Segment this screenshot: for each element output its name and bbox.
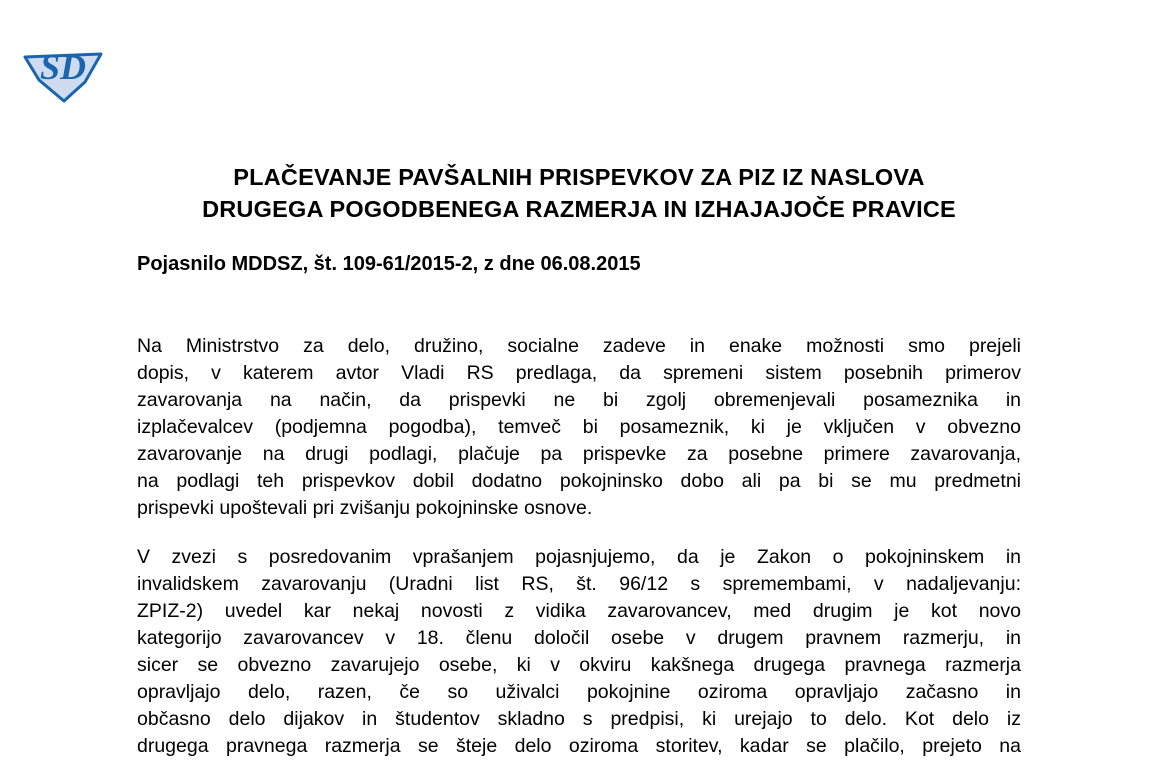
paragraph-line: dopis, v katerem avtor Vladi RS predlaga, da spremeni sistem posebnih primerov bbox=[137, 362, 1021, 384]
paragraph-line: kategorijo zavarovancev v 18. členu določil osebe v drugem pravnem razmerju, in bbox=[137, 627, 1021, 649]
paragraph-explanation bbox=[137, 544, 1021, 760]
paragraph-line: Na Ministrstvo za delo, družino, socialne zadeve in enake možnosti smo prejeli bbox=[137, 335, 1021, 357]
paragraph-line: invalidskem zavarovanju (Uradni list RS, št. 96/12 s spremembami, v nadaljevanju: bbox=[137, 573, 1021, 595]
paragraph-line: izplačevalcev (podjemna pogodba), temveč bi posameznik, ki je vključen v obvezno bbox=[137, 416, 1021, 438]
paragraph-line: V zvezi s posredovanim vprašanjem pojasnjujemo, da je Zakon o pokojninskem in bbox=[137, 546, 1021, 568]
paragraph-line: drugega pravnega razmerja se šteje delo oziroma storitev, kadar se plačilo, prejeto na bbox=[137, 735, 1021, 757]
paragraph-line: zavarovanje na drugi podlagi, plačuje pa prispevke za posebne primere zavarovanja, bbox=[137, 443, 1021, 465]
paragraph-line: občasno delo dijakov in študentov skladno s predpisi, ki urejajo to delo. Kot delo iz bbox=[137, 708, 1021, 730]
logo-letters: SD bbox=[39, 47, 87, 87]
paragraph-line: ZPIZ-2) uvedel kar nekaj novosti z vidika zavarovancev, med drugim je kot novo bbox=[137, 600, 1021, 622]
sd-diamond-logo-icon bbox=[22, 46, 104, 104]
paragraph-line: sicer se obvezno zavarujejo osebe, ki v okviru kakšnega drugega pravnega razmerja bbox=[137, 654, 1021, 676]
document-reference-line: Pojasnilo MDDSZ, št. 109-61/2015-2, z dne 06.08.2015 bbox=[137, 253, 641, 275]
paragraph-line: prispevki upoštevali pri zvišanju pokojninske osnove. bbox=[137, 497, 593, 519]
paragraph-line: na podlagi teh prispevkov dobil dodatno pokojninsko dobo ali pa bi se mu predmetni bbox=[137, 470, 1021, 492]
paragraph-intro bbox=[137, 333, 1021, 522]
document-title-line-2: DRUGEGA POGODBENEGA RAZMERJA IN IZHAJAJOČE PRAVICE bbox=[202, 196, 956, 222]
paragraph-line: opravljajo delo, razen, če so uživalci pokojnine oziroma opravljajo začasno in bbox=[137, 681, 1021, 703]
paragraph-line: zavarovanja na način, da prispevki ne bi zgolj obremenjevali posameznika in bbox=[137, 389, 1021, 411]
document-title bbox=[117, 161, 1041, 225]
document-title-line-1: PLAČEVANJE PAVŠALNIH PRISPEVKOV ZA PIZ IZ NASLOVA bbox=[233, 164, 925, 190]
